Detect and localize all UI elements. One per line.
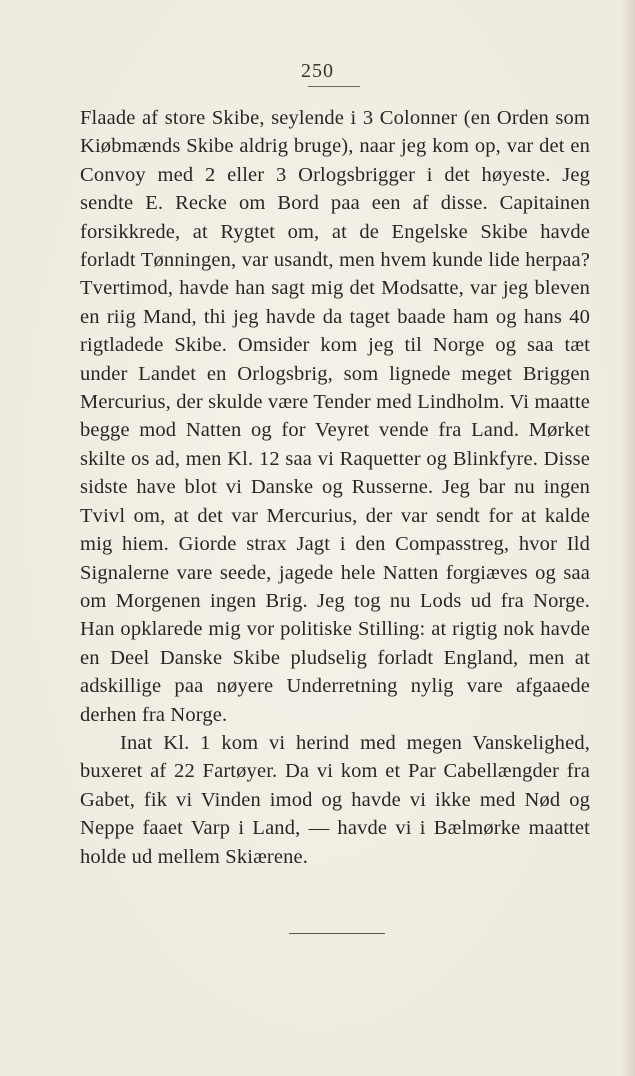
paragraph-1: Flaade af store Skibe, seylende i 3 Colonner (en Orden som Kiøbmænds Skibe aldrig bruge), naar jeg kom op, var det en Convoy med 2 eller 3 Orlogsbrigger i det høyeste. Jeg sendte E. Recke om Bord paa een af disse. Capitainen forsikkrede, at Rygtet om, at de Engelske Skibe havde forladt Tønningen, var usandt, men hvem kunde lide herpaa? Tvertimod, havde han sagt mig det Modsatte, var jeg bleven en riig Mand, thi jeg havde da taget baade ham og hans 40 rigtladede Skibe. Omsider kom jeg til Norge og saa tæt under Landet en Orlogsbrig, som lignede meget Briggen Mercurius, der skulde være Tender med Lindholm. Vi maatte begge mod Natten og for Veyret vende fra Land. Mørket skilte os ad, men Kl. 12 saa vi Raquetter og Blinkfyre. Disse sidste have blot vi Danske og Russerne. Jeg bar nu ingen Tvivl om, at det var Mercurius, der var sendt for at kalde mig hiem. Giorde strax Jagt i den Compasstreg, hvor Ild Signalerne vare seede, jagede hele Natten forgiæves og saa om Morgenen ingen Brig. Jeg tog nu Lods ud fra Norge. Han opklarede mig vor politiske Stilling: at rigtig nok havde en Deel Danske Skibe pludselig forladt England, men at adskillige paa nøyere Underretning nylig vare afgaaede derhen fra Norge.	[80, 107, 590, 726]
page-edge-shadow	[621, 0, 635, 1076]
paragraph-2: Inat Kl. 1 kom vi herind med megen Vanskelighed, buxeret af 22 Fartøyer. Da vi kom et Par Cabellængder fra Gabet, fik vi Vinden imod og havde vi ikke med Nød og Neppe faaet Varp i Land, — havde vi i Bælmørke maattet holde ud mellem Skiærene.	[80, 731, 590, 868]
body-text	[80, 104, 590, 871]
page-number: 250	[301, 60, 334, 82]
end-of-text-rule	[289, 933, 385, 934]
page-number-underline	[308, 86, 360, 87]
